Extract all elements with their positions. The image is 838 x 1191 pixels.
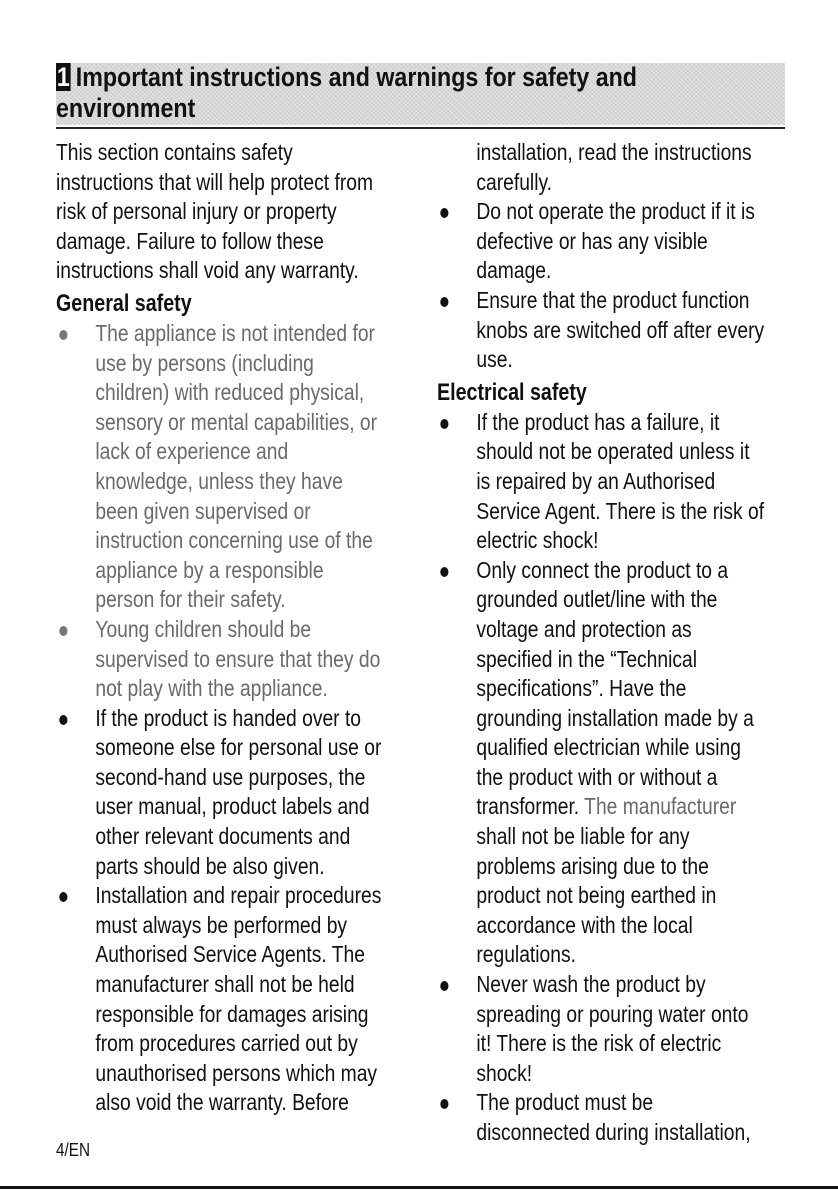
section-title-line1: Important instructions and warnings for safety and (75, 62, 637, 92)
bullet-icon (440, 981, 448, 991)
page-number: 4/EN (56, 1140, 91, 1160)
bottom-divider (0, 1186, 838, 1189)
list-item: If the product has a failure, it should not be operated unless it is repaired by an Authorised Service Agent. There is the risk of electric shock! (437, 408, 765, 556)
electrical-safety-list (437, 408, 765, 1148)
list-item: Young children should be supervised to ensure that they do not play with the appliance. (56, 615, 384, 704)
list-item: Only connect the product to a grounded outlet/line with the voltage and protection as specified in the “Technical specifications”. Have the grounding installation made by a qualified electrician while using the product with or without a transformer. The manufacturer shall not be liable for any problems arising due to the product not being earthed in accordance with the local regulations. (437, 556, 765, 970)
bullet-icon (59, 626, 67, 636)
list-item: Do not operate the product if it is defective or has any visible damage. (437, 197, 765, 286)
bullet-icon (440, 419, 448, 429)
continued-text: installation, read the instructions carefully. (476, 139, 752, 195)
bullet-icon (59, 892, 67, 902)
bullet-icon (440, 208, 448, 218)
list-item: The product must be disconnected during installation, (437, 1088, 765, 1147)
bullet-icon (59, 330, 67, 340)
header-divider (56, 127, 785, 129)
list-item: Installation and repair procedures must always be performed by Authorised Service Agents. The manufacturer shall not be held responsible for damages arising from procedures carried out by unauthorised persons which may also void the warranty. Before (56, 881, 384, 1118)
list-item: The appliance is not intended for use by persons (including children) with reduced physical, sensory or mental capabilities, or lack of experience and knowledge, unless they have been given supervised or instruction concerning use of the appliance by a responsible person for their safety. (56, 319, 384, 615)
list-item: Ensure that the product function knobs are switched off after every use. (437, 286, 765, 375)
section-number-badge: 1 (56, 62, 70, 92)
general-safety-heading: General safety (56, 289, 192, 317)
list-item: Never wash the product by spreading or pouring water onto it! There is the risk of electric shock! (437, 970, 765, 1088)
bullet-icon (440, 1099, 448, 1109)
electrical-safety-heading: Electrical safety (437, 378, 587, 406)
bullet-icon (440, 567, 448, 577)
general-safety-list (56, 319, 384, 1118)
bullet-icon (440, 297, 448, 307)
list-item: If the product is handed over to someone else for personal use or second-hand use purposes, the user manual, product labels and other relevant documents and parts should be also given. (56, 704, 384, 882)
section-title (56, 62, 683, 124)
intro-paragraph: This section contains safety instructions that will help protect from risk of personal injury or property damage. Failure to follow these instructions shall void any warranty. (56, 139, 374, 284)
general-safety-list-continued (437, 197, 765, 375)
left-column (56, 138, 384, 1118)
right-column (437, 138, 765, 1148)
section-title-line2: environment (56, 93, 196, 123)
bullet-icon (59, 715, 67, 725)
